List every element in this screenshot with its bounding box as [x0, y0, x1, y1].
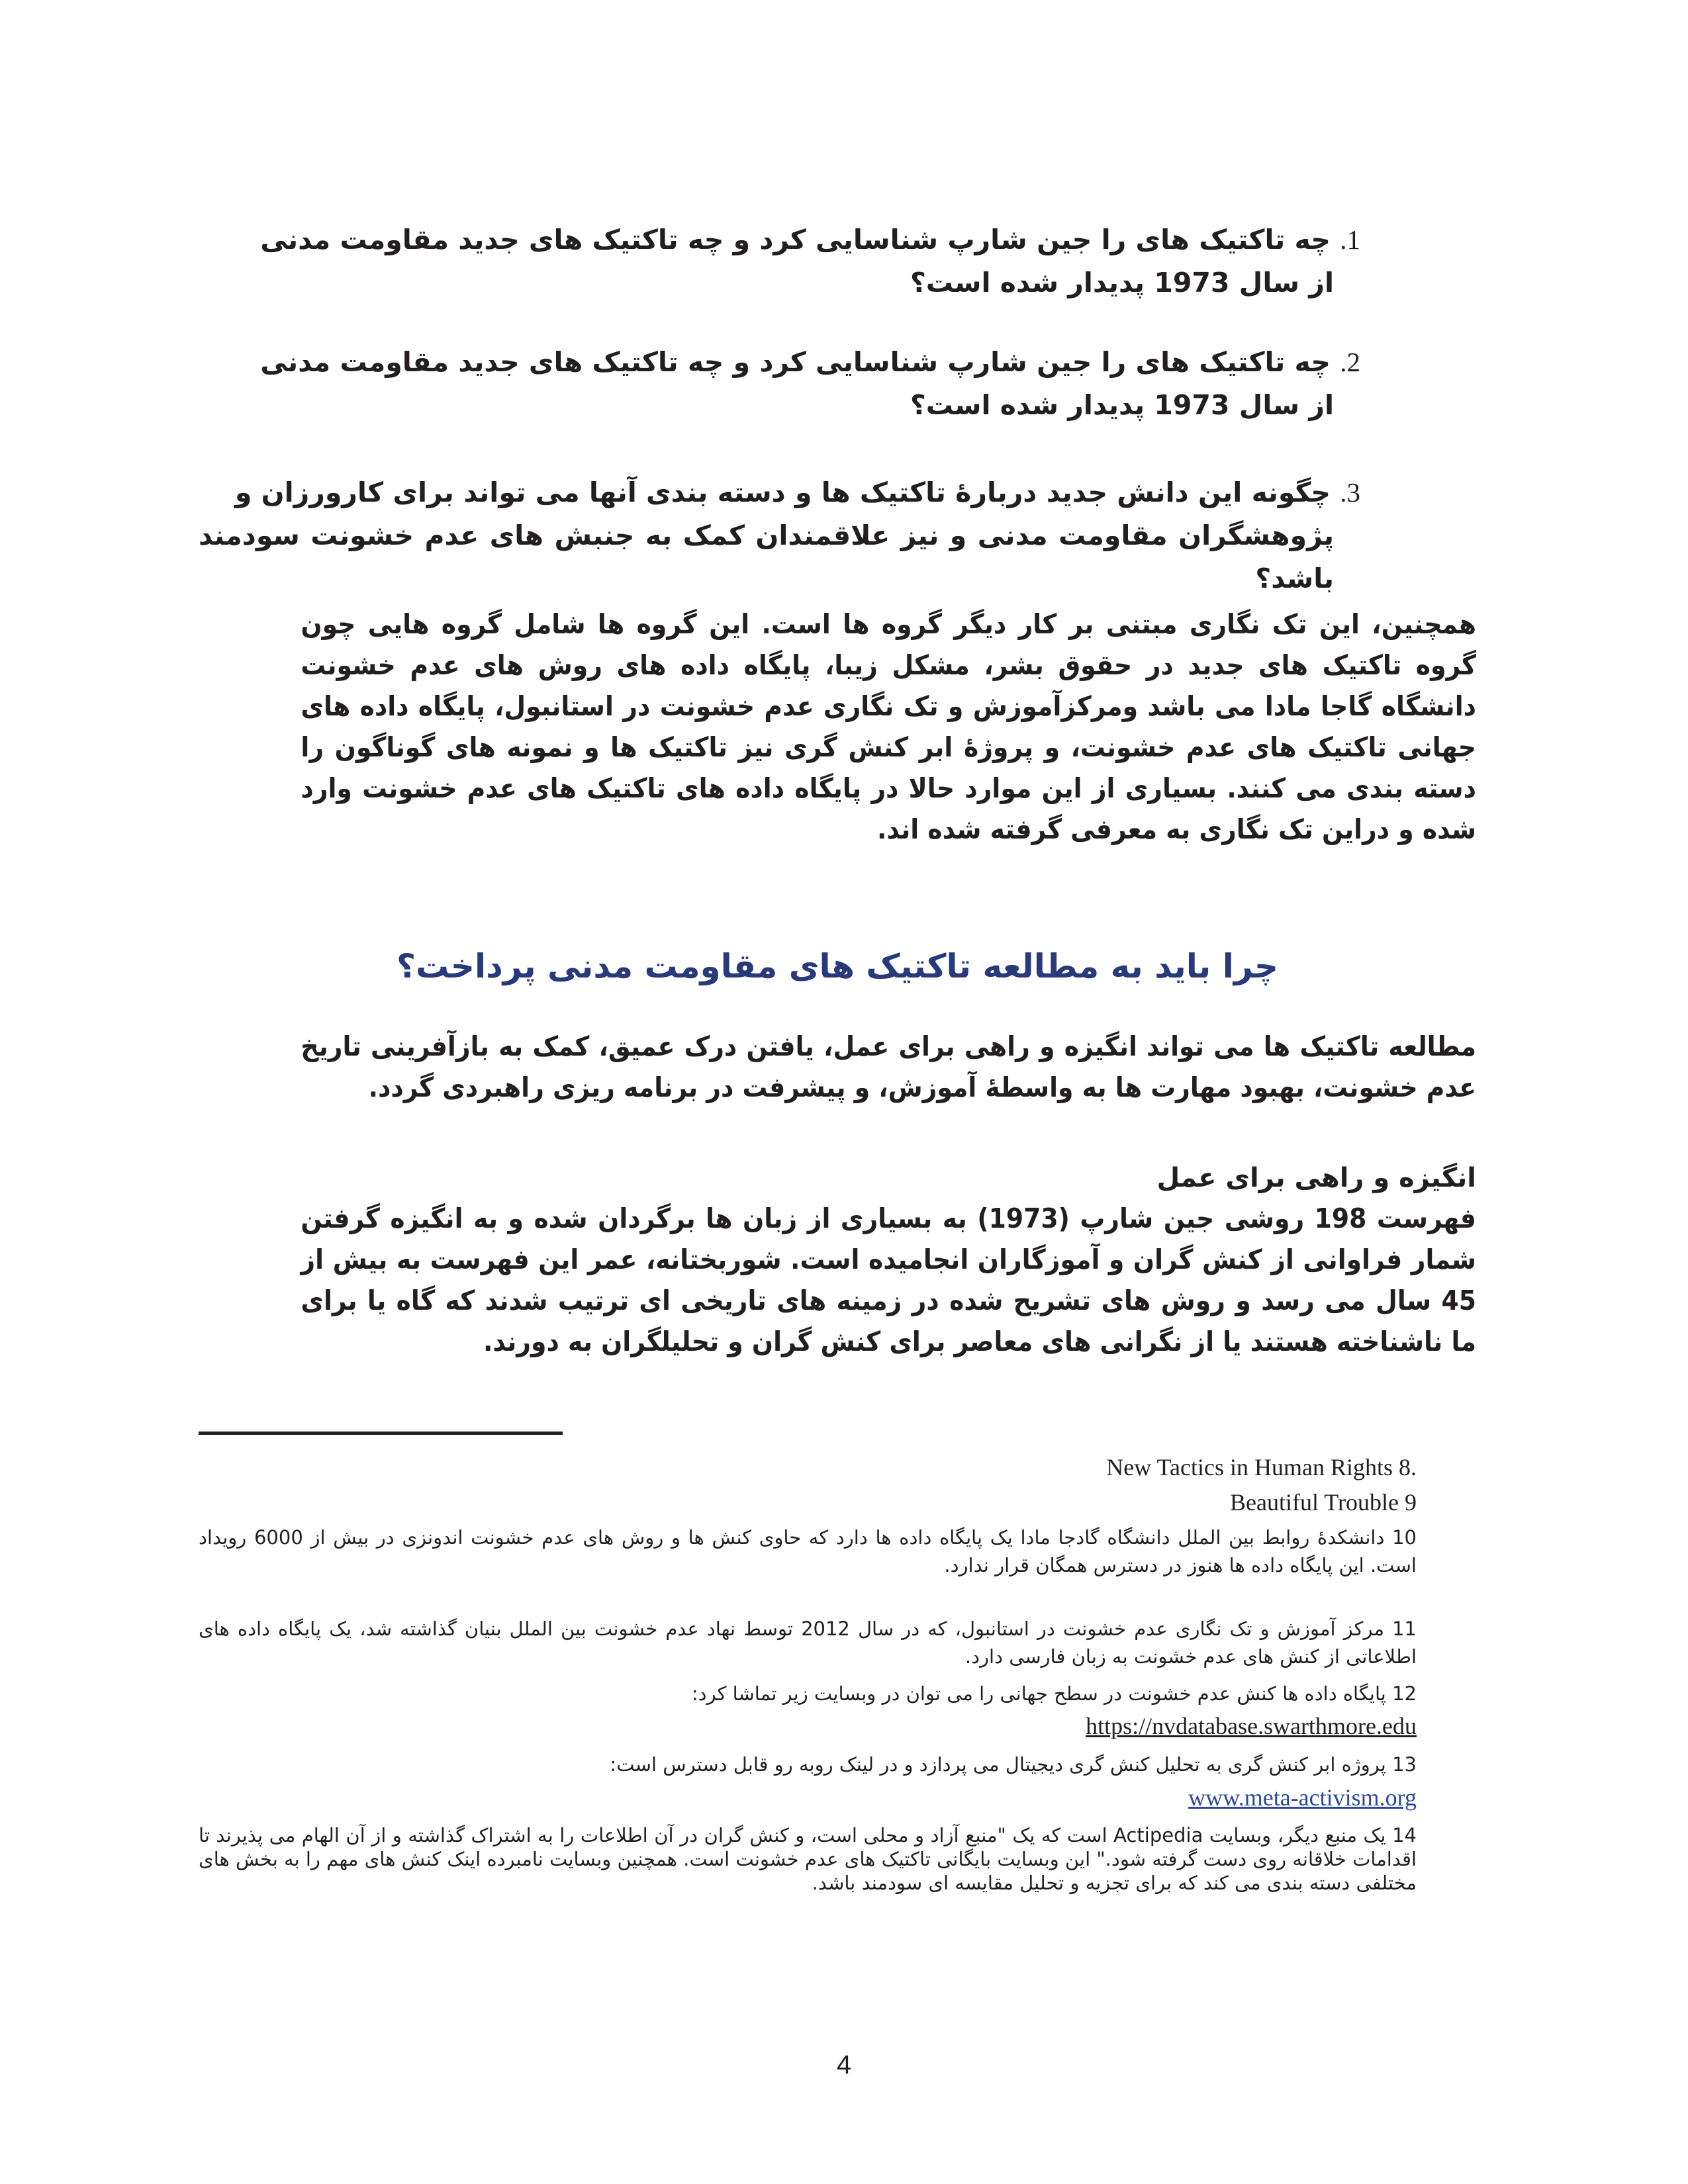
- question-line: از سال 1973 پدیدار شده است؟: [910, 389, 1334, 421]
- question-line: پژوهشگران مقاومت مدنی و نیز علاقمندان کمک به جنبش های عدم خشونت سودمند باشد؟: [199, 520, 1334, 594]
- page-number: 4: [836, 2050, 852, 2079]
- motivation-section: [199, 1158, 1476, 1362]
- question-line: از سال 1973 پدیدار شده است؟: [910, 267, 1334, 298]
- footnote-11: 11 مرکز آموزش و تک نگاری عدم خشونت در استانبول، که در سال 2012 توسط نهاد عدم خشونت بین الملل بنیان گذاشته شد، یک پایگاه داده های اطلاعاتی از کنش های عدم خشونت به زبان فارسی دارد.: [199, 1617, 1417, 1668]
- footnote-13-link[interactable]: www.meta-activism.org: [1188, 1784, 1417, 1811]
- footnote-12-link[interactable]: https://nvdatabase.swarthmore.edu: [1086, 1713, 1417, 1739]
- footnote-9: Beautiful Trouble 9: [1229, 1489, 1417, 1516]
- question-text: چگونه این دانش جدید دربارهٔ تاکتیک ها و دسته بندی آنها می تواند برای کارورزان و: [234, 477, 1331, 508]
- question-line: [199, 218, 1360, 261]
- question-number: 3.: [1340, 477, 1360, 508]
- section-heading: چرا باید به مطالعه تاکتیک های مقاومت مدنی پرداخت؟: [396, 947, 1279, 985]
- question-line: [199, 341, 1360, 384]
- question-item-1: [199, 218, 1360, 304]
- footnote-separator: [199, 1432, 563, 1435]
- question-number: 1.: [1340, 224, 1360, 255]
- question-text: چه تاکتیک های را جین شارپ شناسایی کرد و چه تاکتیک های جدید مقاومت مدنی: [260, 224, 1331, 255]
- footnote-8: New Tactics in Human Rights 8.: [1106, 1454, 1417, 1480]
- footnote-10: 10 دانشکدهٔ روابط بین الملل دانشگاه گادجا مادا یک پایگاه داده ها دارد که حاوی کنش ها و روش های عدم خشونت اندونزی در بیش از 6000 رویداد است. این پایگاه داده ها هنوز در دسترس همگان قرار ندارد.: [199, 1526, 1417, 1576]
- question-line: [199, 471, 1360, 514]
- question-item-3: [199, 471, 1360, 600]
- footnote-13: 13 پروژه ابر کنش گری به تحلیل کنش گری دیجیتال می پردازد و در لینک روبه رو قابل دسترس است:: [610, 1753, 1417, 1776]
- subheading: انگیزه و راهی برای عمل: [1156, 1163, 1476, 1193]
- paragraph-why-study: مطالعه تاکتیک ها می تواند انگیزه و راهی برای عمل، یافتن درک عمیق، کمک به بازآفرینی تاریخ عدم خشونت، بهبود مهارت ها به واسطهٔ آموزش، و پیشرفت در برنامه ریزی راهبردی گردد.: [301, 1030, 1476, 1103]
- question-text: چه تاکتیک های را جین شارپ شناسایی کرد و چه تاکتیک های جدید مقاومت مدنی: [260, 346, 1331, 378]
- paragraph-motivation: فهرست 198 روشی جین شارپ (1973) به بسیاری از زبان ها برگردان شده و به انگیزه گرفتن شمار فراوانی از کنش گران و آموزگاران انجامیده است. شوربختانه، عمر این فهرست به بیش از 45 سال می رسد و روش های تشریح شده در زمینه های تاریخی ای ترتیب شدند که گاه یا برای ما ناشناخته هستند یا از نگرانی های معاصر برای کنش گران و تحلیلگران به دورند.: [301, 1203, 1477, 1357]
- question-item-2: [199, 341, 1360, 427]
- question-number: 2.: [1340, 347, 1360, 377]
- footnote-14: 14 یک منبع دیگر، وبسایت Actipedia است که یک "منبع آزاد و محلی است، و کنش گران در آن اطلاعات را به اشتراک گذاشته و از آن الهام می پذیرند تا اقدامات خلاقانه روی دست گرفته شود." این وبسایت بایگانی تاکتیک های عدم خشونت است. همچنین وبسایت نامبرده اینک کنش های مهم را به بخش های مختلفی دسته بندی می کند که برای تجزیه و تحلیل مقایسه ای سودمند باشد.: [199, 1824, 1417, 1894]
- paragraph-other-groups: همچنین، این تک نگاری مبتنی بر کار دیگر گروه ها است. این گروه ها شامل گروه هایی چون گروه تاکتیک های جدید در حقوق بشر، مشکل زیبا، پایگاه داده های روش های عدم خشونت دانشگاه گاجا مادا می باشد ومرکزآموزش و تک نگاری عدم خشونت در استانبول، پایگاه داده های جهانی تاکتیک های عدم خشونت، و پروژهٔ ابر کنش گری نیز تاکتیک ها و نمونه های گوناگون را دسته بندی می کنند. بسیاری از این موارد حالا در پایگاه داده های تاکتیک های عدم خشونت وارد شده و دراین تک نگاری به معرفی گرفته شده اند.: [301, 608, 1476, 845]
- footnote-12: 12 پایگاه داده ها کنش عدم خشونت در سطح جهانی را می توان در وبسایت زیر تماشا کرد:: [691, 1682, 1417, 1705]
